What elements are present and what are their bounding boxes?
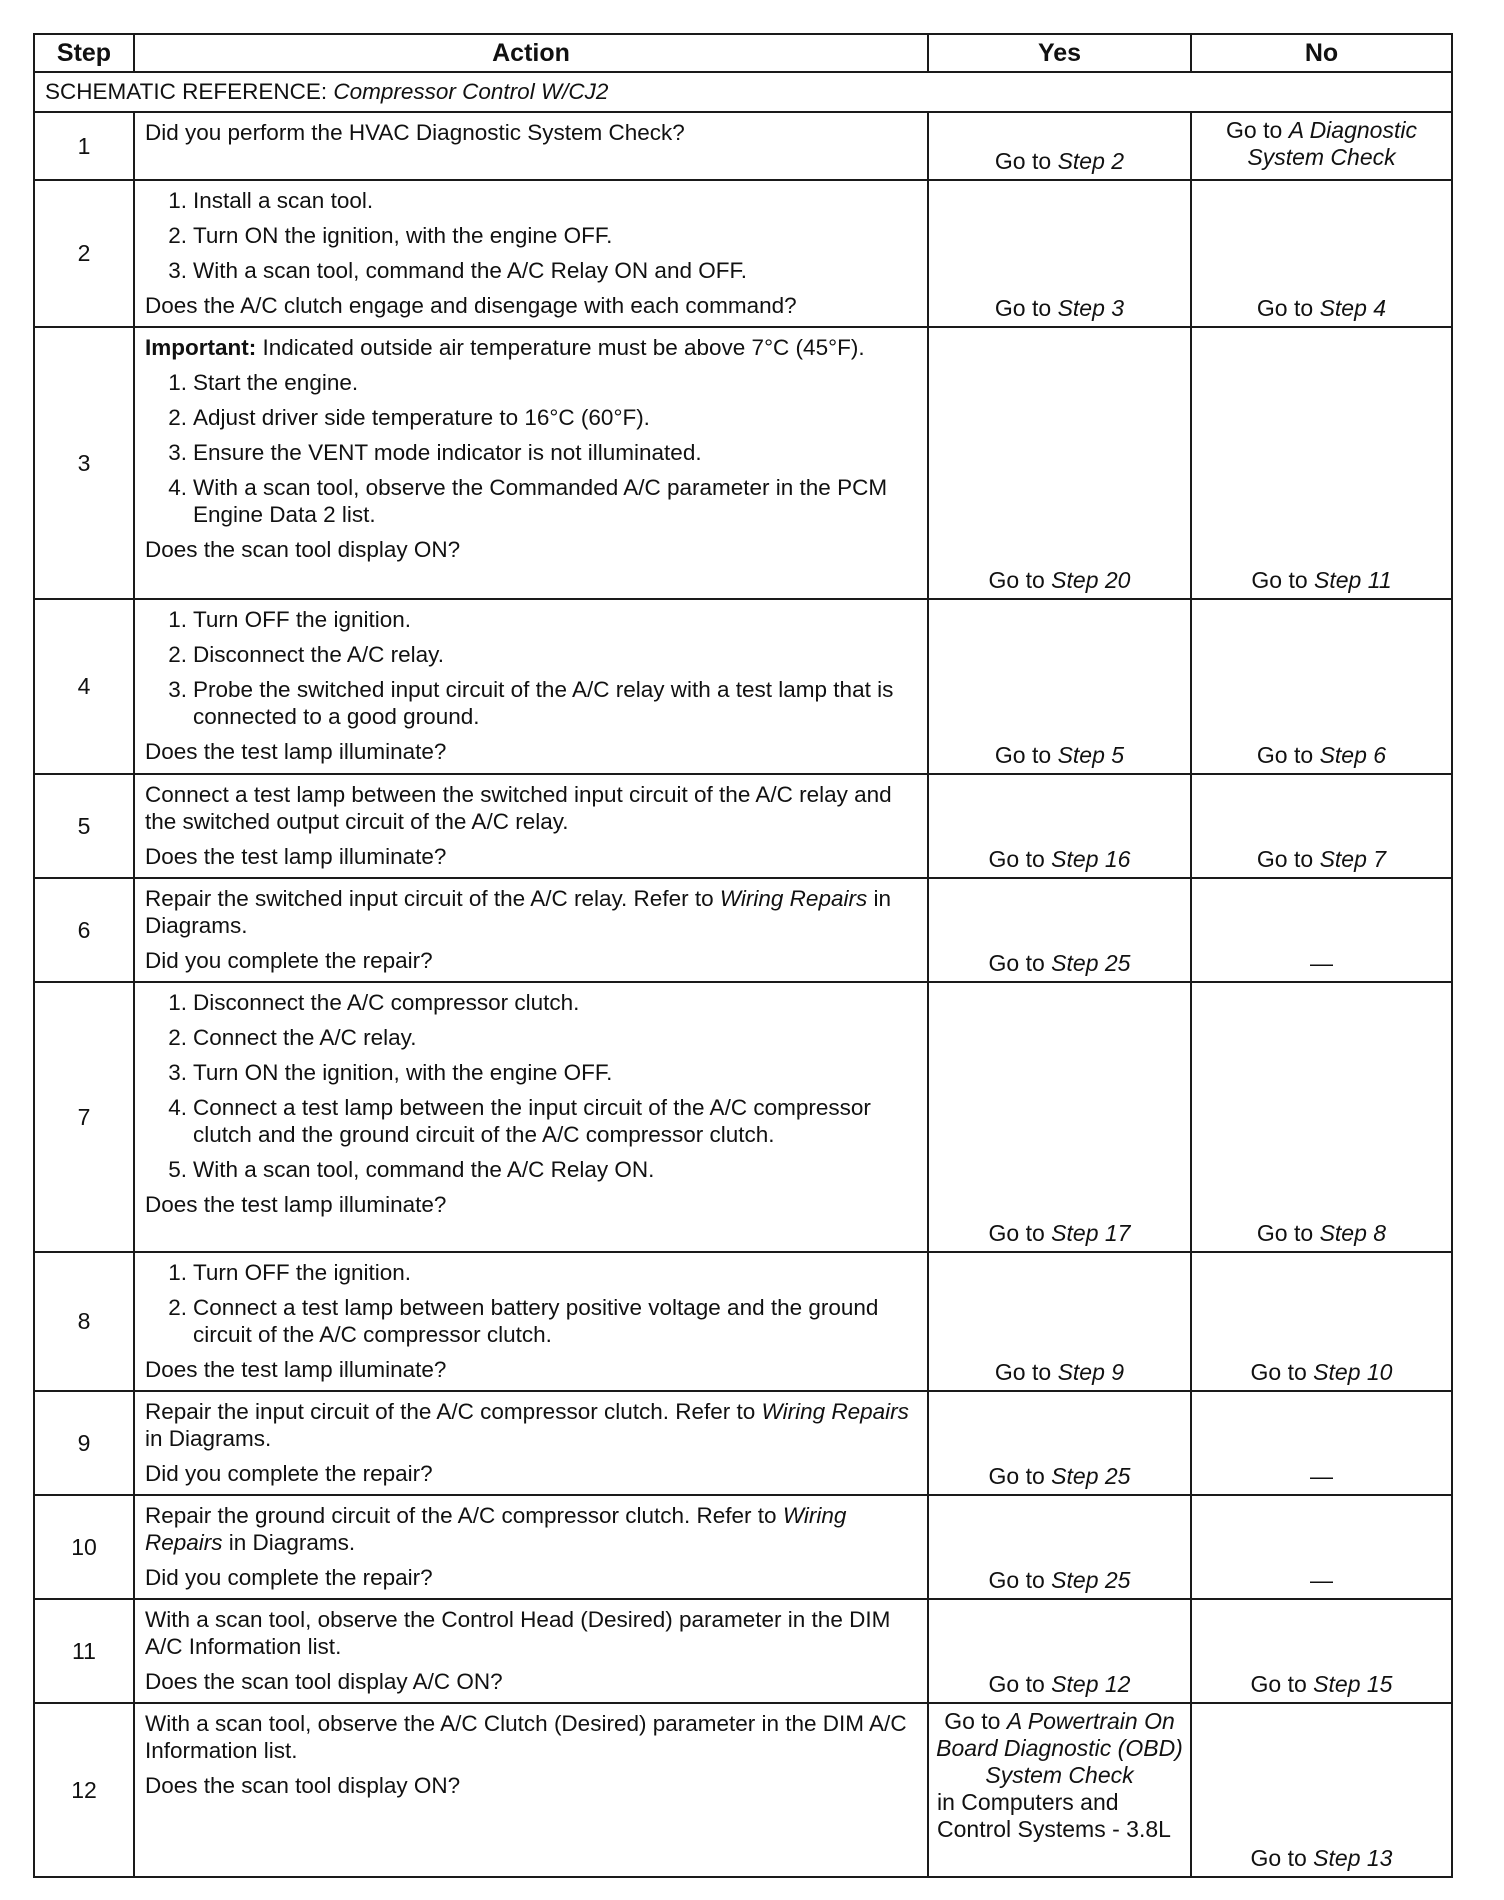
table-row <box>34 774 1452 878</box>
table-row <box>34 180 1452 327</box>
table-row <box>34 599 1452 774</box>
question: Did you complete the repair? <box>145 1565 433 1590</box>
step-number: 1 <box>34 112 134 180</box>
schematic-reference <box>34 72 1452 112</box>
question: Does the scan tool display ON? <box>145 537 461 562</box>
diagnostic-document <box>33 33 1451 1878</box>
header-step: Step <box>34 34 134 72</box>
list-item: 3. Probe the switched input circuit of the A/C relay with a test lamp that is connected to a good ground. <box>168 677 894 729</box>
question: Did you complete the repair? <box>145 948 433 973</box>
yes-target[interactable]: Step 9 <box>1057 1359 1125 1385</box>
list-item: 4. Connect a test lamp between the input circuit of the A/C compressor clutch and the ground circuit of the A/C compressor clutch. <box>168 1095 871 1147</box>
yes-cell[interactable]: Go to A Powertrain On Board Diagnostic (OBD) System Check in Computers and Control Systems - 3.8L <box>928 1703 1191 1877</box>
list-item: 2. Adjust driver side temperature to 16°C (60°F). <box>168 405 650 430</box>
list-item: 3. Turn ON the ignition, with the engine OFF. <box>168 1060 613 1085</box>
no-target[interactable]: Step 13 <box>1313 1845 1393 1871</box>
no-cell[interactable]: Go to Step 7 <box>1191 774 1452 878</box>
no-cell[interactable]: Go to Step 13 <box>1191 1703 1452 1877</box>
yes-target[interactable]: Step 25 <box>1051 1463 1131 1489</box>
diagnostic-table <box>33 33 1453 1878</box>
action-cell <box>134 878 928 982</box>
question: Does the A/C clutch engage and disengage with each command? <box>145 293 797 318</box>
no-target[interactable]: Step 4 <box>1319 295 1387 321</box>
table-row <box>34 982 1452 1252</box>
question: Does the test lamp illuminate? <box>145 739 447 764</box>
list-item: 1. Disconnect the A/C compressor clutch. <box>168 990 580 1015</box>
important-note: Important: Indicated outside air temperature must be above 7°C (45°F). <box>145 335 865 360</box>
wiring-repairs-link[interactable]: Wiring Repairs <box>145 1503 847 1555</box>
list-item: 3. Ensure the VENT mode indicator is not illuminated. <box>168 440 702 465</box>
instruction: Connect a test lamp between the switched input circuit of the A/C relay and the switched output circuit of the A/C relay. <box>145 782 892 834</box>
list-item: 2. Turn ON the ignition, with the engine OFF. <box>168 223 613 248</box>
table-row <box>34 1252 1452 1391</box>
step-number: 12 <box>34 1703 134 1877</box>
yes-note: in Computers and Control Systems - 3.8L <box>937 1789 1171 1842</box>
step-number: 10 <box>34 1495 134 1599</box>
no-cell: — <box>1191 1391 1452 1495</box>
list-item: 4. With a scan tool, observe the Commanded A/C parameter in the PCM Engine Data 2 list. <box>168 475 888 527</box>
yes-target[interactable]: Step 12 <box>1051 1671 1131 1697</box>
header-row <box>34 34 1452 72</box>
table-row <box>34 1495 1452 1599</box>
no-cell[interactable]: Go to Step 6 <box>1191 599 1452 774</box>
action-cell <box>134 774 928 878</box>
yes-cell[interactable]: Go to Step 25 <box>928 1495 1191 1599</box>
yes-target[interactable]: Step 5 <box>1057 742 1125 768</box>
yes-cell[interactable]: Go to Step 25 <box>928 1391 1191 1495</box>
step-number: 3 <box>34 327 134 599</box>
header-yes: Yes <box>928 34 1191 72</box>
action-cell <box>134 112 928 180</box>
no-target[interactable]: Step 15 <box>1313 1671 1393 1697</box>
action-cell <box>134 1703 928 1877</box>
list-item: 2. Connect the A/C relay. <box>168 1025 417 1050</box>
yes-target[interactable]: A Powertrain On Board Diagnostic (OBD) System Check <box>936 1708 1183 1788</box>
yes-target[interactable]: Step 16 <box>1051 846 1131 872</box>
repair-instruction: Repair the ground circuit of the A/C compressor clutch. Refer to Wiring Repairs in Diagrams. <box>145 1503 847 1555</box>
question: Does the scan tool display A/C ON? <box>145 1669 503 1694</box>
yes-target[interactable]: Step 25 <box>1051 1567 1131 1593</box>
yes-target[interactable]: Step 17 <box>1051 1220 1131 1246</box>
action-cell <box>134 1599 928 1703</box>
no-target[interactable]: Step 8 <box>1319 1220 1387 1246</box>
step-number: 2 <box>34 180 134 327</box>
no-cell[interactable]: Go to Step 11 <box>1191 327 1452 599</box>
wiring-repairs-link[interactable]: Wiring Repairs <box>761 1399 909 1424</box>
schematic-value: Compressor Control W/CJ2 <box>333 79 609 104</box>
yes-prefix: Go to <box>994 148 1052 174</box>
no-cell[interactable]: Go to Step 10 <box>1191 1252 1452 1391</box>
repair-instruction: Repair the input circuit of the A/C compressor clutch. Refer to Wiring Repairs in Diagrams. <box>145 1399 909 1451</box>
table-row <box>34 1599 1452 1703</box>
no-target[interactable]: Step 6 <box>1319 742 1387 768</box>
yes-target[interactable]: Step 2 <box>1057 148 1125 174</box>
no-cell: — <box>1191 878 1452 982</box>
instruction: With a scan tool, observe the A/C Clutch (Desired) parameter in the DIM A/C Information list. <box>145 1711 907 1763</box>
no-cell[interactable] <box>1191 112 1452 180</box>
yes-cell[interactable] <box>928 112 1191 180</box>
list-item: 5. With a scan tool, command the A/C Relay ON. <box>168 1157 655 1182</box>
question: Did you perform the HVAC Diagnostic System Check? <box>145 120 685 145</box>
no-cell[interactable]: Go to Step 8 <box>1191 982 1452 1252</box>
yes-target[interactable]: Step 3 <box>1057 295 1125 321</box>
list-item: 3. With a scan tool, command the A/C Relay ON and OFF. <box>168 258 747 283</box>
step-number: 4 <box>34 599 134 774</box>
table-row <box>34 878 1452 982</box>
step-number: 11 <box>34 1599 134 1703</box>
list-item: 1. Install a scan tool. <box>168 188 374 213</box>
list-item: 1. Start the engine. <box>168 370 359 395</box>
table-row <box>34 1703 1452 1877</box>
yes-cell[interactable]: Go to Step 9 <box>928 1252 1191 1391</box>
header-no: No <box>1191 34 1452 72</box>
action-cell <box>134 1495 928 1599</box>
no-target[interactable]: Step 11 <box>1314 567 1392 593</box>
action-cell <box>134 180 928 327</box>
list-item: 2. Disconnect the A/C relay. <box>168 642 444 667</box>
yes-cell[interactable]: Go to Step 20 <box>928 327 1191 599</box>
header-action: Action <box>134 34 928 72</box>
yes-cell[interactable]: Go to Step 25 <box>928 878 1191 982</box>
wiring-repairs-link[interactable]: Wiring Repairs <box>719 886 868 911</box>
table-row <box>34 327 1452 599</box>
schematic-label: SCHEMATIC REFERENCE: <box>45 79 328 104</box>
question: Does the test lamp illuminate? <box>145 844 447 869</box>
step-number: 8 <box>34 1252 134 1391</box>
schematic-row <box>34 72 1452 112</box>
no-target[interactable]: Step 10 <box>1313 1359 1393 1385</box>
yes-target[interactable]: Step 20 <box>1051 567 1131 593</box>
list-item: 2. Connect a test lamp between battery positive voltage and the ground circuit of the A/C compressor clutch. <box>168 1295 879 1347</box>
yes-target[interactable]: Step 25 <box>1051 950 1131 976</box>
no-cell: — <box>1191 1495 1452 1599</box>
repair-instruction: Repair the switched input circuit of the A/C relay. Refer to Wiring Repairs in Diagrams. <box>145 886 891 938</box>
question: Did you complete the repair? <box>145 1461 433 1486</box>
yes-cell[interactable]: Go to Step 16 <box>928 774 1191 878</box>
step-number: 9 <box>34 1391 134 1495</box>
step-number: 7 <box>34 982 134 1252</box>
table-row <box>34 112 1452 180</box>
question: Does the scan tool display ON? <box>145 1773 461 1798</box>
list-item: 1. Turn OFF the ignition. <box>168 607 412 632</box>
question: Does the test lamp illuminate? <box>145 1192 447 1217</box>
list-item: 1. Turn OFF the ignition. <box>168 1260 412 1285</box>
no-cell[interactable]: Go to Step 4 <box>1191 180 1452 327</box>
step-number: 6 <box>34 878 134 982</box>
instruction: With a scan tool, observe the Control Head (Desired) parameter in the DIM A/C Information list. <box>145 1607 891 1659</box>
action-cell <box>134 982 928 1252</box>
step-number: 5 <box>34 774 134 878</box>
no-target[interactable]: A Diagnostic System Check <box>1247 117 1417 170</box>
action-cell <box>134 599 928 774</box>
action-cell <box>134 1391 928 1495</box>
action-cell <box>134 327 928 599</box>
yes-cell[interactable]: Go to Step 3 <box>928 180 1191 327</box>
yes-cell[interactable]: Go to Step 5 <box>928 599 1191 774</box>
yes-cell[interactable]: Go to Step 12 <box>928 1599 1191 1703</box>
action-cell <box>134 1252 928 1391</box>
question: Does the test lamp illuminate? <box>145 1357 447 1382</box>
no-cell[interactable]: Go to Step 15 <box>1191 1599 1452 1703</box>
table-row <box>34 1391 1452 1495</box>
no-prefix: Go to <box>1226 117 1283 143</box>
yes-cell[interactable]: Go to Step 17 <box>928 982 1191 1252</box>
no-target[interactable]: Step 7 <box>1319 846 1387 872</box>
